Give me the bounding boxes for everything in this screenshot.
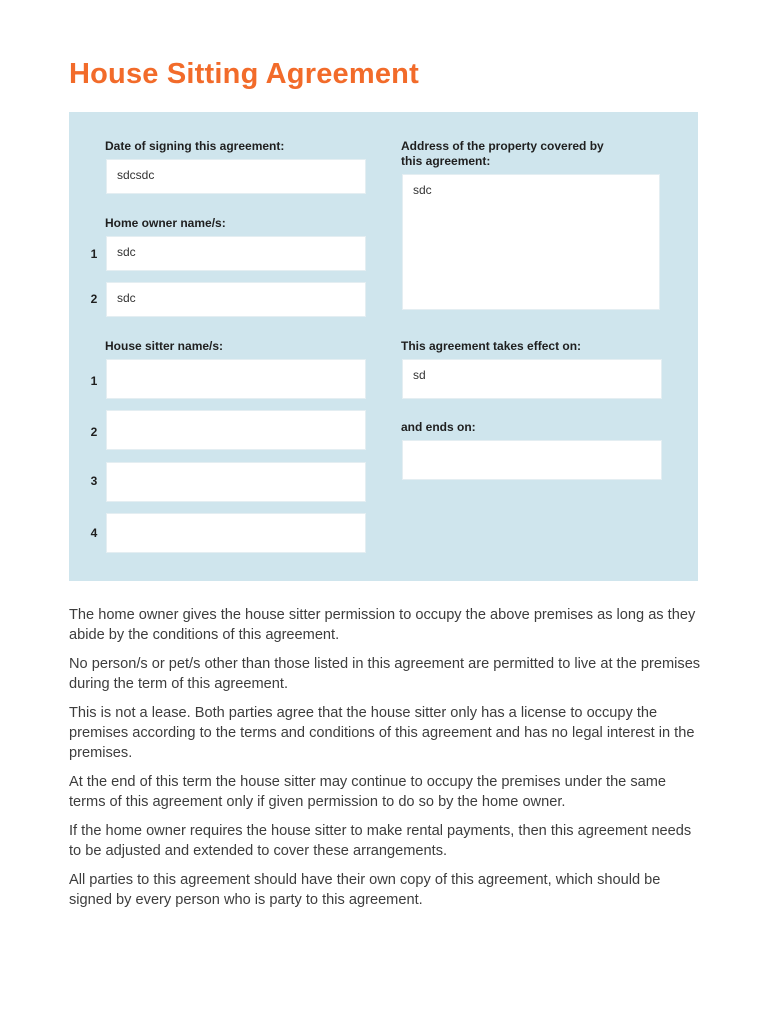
document-title: House Sitting Agreement	[69, 58, 419, 90]
property-address-label-line: Address of the property covered by	[401, 139, 604, 153]
house-sitter-2-field[interactable]	[106, 410, 366, 450]
house-sitter-1-field[interactable]	[106, 359, 366, 399]
takes-effect-label: This agreement takes effect on:	[401, 339, 582, 353]
house-sitter-label: House sitter name/s:	[105, 339, 224, 353]
home-owner-row-number: 1	[90, 247, 98, 261]
house-sitter-row-number: 4	[90, 526, 98, 540]
home-owner-2-field[interactable]: sdc	[106, 282, 366, 317]
house-sitter-row-number: 1	[90, 374, 98, 388]
house-sitter-3-field[interactable]	[106, 462, 366, 502]
property-address-field[interactable]: sdc	[402, 174, 660, 310]
agreement-form-panel	[69, 112, 698, 581]
terms-paragraph: If the home owner requires the house sitter to make rental payments, then this agreement needs to be adjusted and extended to cover these arrangements.	[69, 823, 692, 859]
property-address-label-line: this agreement:	[401, 154, 491, 168]
agreement-terms	[69, 605, 701, 919]
terms-paragraph: The home owner gives the house sitter permission to occupy the above premises as long as they abide by the conditions of this agreement.	[69, 607, 696, 643]
date-of-signing-label: Date of signing this agreement:	[105, 139, 285, 153]
ends-on-field[interactable]	[402, 440, 662, 480]
home-owner-1-field[interactable]: sdc	[106, 236, 366, 271]
takes-effect-field[interactable]: sd	[402, 359, 662, 399]
home-owner-label: Home owner name/s:	[105, 216, 226, 230]
terms-paragraph: This is not a lease. Both parties agree that the house sitter only has a license to occupy the premises according to the terms and conditions of this agreement and has no legal interest in the premises.	[69, 705, 695, 761]
house-sitter-row-number: 2	[90, 425, 98, 439]
terms-paragraph: No person/s or pet/s other than those listed in this agreement are permitted to live at the premises during the term of this agreement.	[69, 656, 701, 692]
house-sitter-row-number: 3	[90, 474, 98, 488]
terms-paragraph: All parties to this agreement should have their own copy of this agreement, which should be signed by every person who is party to this agreement.	[69, 872, 661, 908]
home-owner-row-number: 2	[90, 292, 98, 306]
property-address-label	[401, 139, 604, 169]
house-sitter-4-field[interactable]	[106, 513, 366, 553]
ends-on-label: and ends on:	[401, 420, 476, 434]
terms-paragraph: At the end of this term the house sitter may continue to occupy the premises under the same terms of this agreement only if given permission to do so by the home owner.	[69, 774, 667, 810]
date-of-signing-field[interactable]: sdcsdc	[106, 159, 366, 194]
